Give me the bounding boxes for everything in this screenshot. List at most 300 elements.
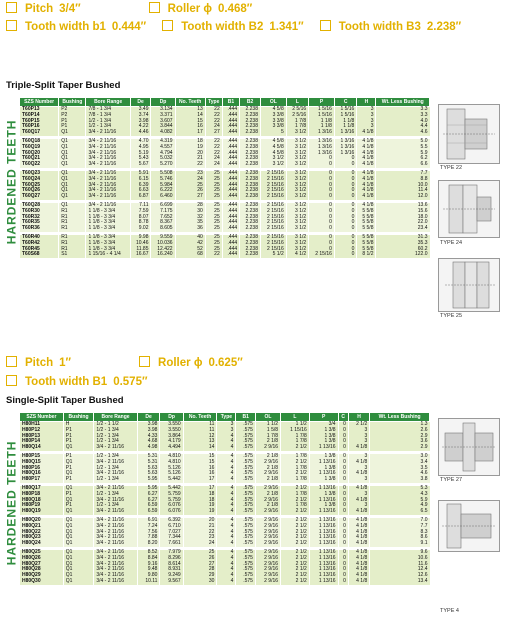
table-cell: 4 [217, 486, 236, 492]
table-cell: P1 [59, 119, 86, 125]
table-cell: 2 15/16 [261, 171, 287, 177]
table-cell: 8.296 [160, 556, 183, 562]
table-cell: H80Q22 [20, 530, 64, 536]
table-cell: Q1 [59, 194, 86, 200]
table-cell: 3 [357, 107, 376, 113]
table-cell: 5 5/8 [357, 247, 376, 253]
table-cell: .575 [236, 477, 256, 483]
table-cell: H80Q26 [20, 556, 64, 562]
table-cell: 4.33 [137, 434, 160, 440]
table-cell: 0 [334, 183, 356, 189]
table-cell: 3.0 [370, 454, 430, 460]
table-cell: 0 [309, 215, 335, 221]
spec-line-4 [6, 375, 163, 388]
table-cell: 6.27 [137, 492, 160, 498]
table-cell: 7.979 [160, 550, 183, 556]
table-cell: 2 1/2 [281, 445, 310, 451]
table-cell: 17 [183, 477, 217, 483]
table-cell: 0 [309, 194, 335, 200]
table-cell: 9.02 [130, 226, 151, 232]
checkbox-icon [139, 356, 150, 367]
table-cell: 0 [338, 422, 348, 428]
table-cell: 0 [334, 226, 356, 232]
table-cell: 3.4 [370, 460, 430, 466]
table-cell: 4 [217, 573, 236, 579]
table-cell: 12 [183, 434, 217, 440]
table-cell: H80Q17 [20, 486, 64, 492]
table-cell: T60R32 [20, 215, 59, 221]
table-cell: 4 1/8 [348, 535, 369, 541]
spec-label: Pitch [25, 3, 54, 15]
table-cell: 3 [348, 454, 369, 460]
table-cell: .575 [236, 530, 256, 536]
table-cell: 3 [217, 428, 236, 434]
table-cell: 25 [205, 209, 222, 215]
table-cell: 1 3/8 [309, 466, 338, 472]
table-cell: 7.027 [160, 530, 183, 536]
table-cell: 7.7 [370, 524, 430, 530]
type-22-drawing [438, 104, 500, 164]
column-header: SZS Number [20, 98, 59, 107]
table-cell: 3 1/2 [286, 209, 308, 215]
table-cell: T60Q19 [20, 145, 59, 151]
table-cell: 0 [338, 460, 348, 466]
column-header: De [130, 98, 151, 107]
table-cell: 4 [217, 524, 236, 530]
table-cell: 11.85 [130, 247, 151, 253]
table-cell: Q1 [59, 203, 86, 209]
table-cell: T60Q17 [20, 130, 59, 136]
table-cell: 4 1/8 [357, 171, 376, 177]
table-cell: 3 1/2 [286, 188, 308, 194]
table-cell: 3.371 [151, 113, 175, 119]
table-cell: 4 1/8 [357, 203, 376, 209]
table-cell: 7.652 [151, 215, 175, 221]
table-cell: 1/2 - 1 3/4 [86, 124, 130, 130]
spec-label: Roller ϕ [158, 357, 203, 369]
table-cell: 4 1/8 [348, 509, 369, 515]
table-cell: 3 1/2 [286, 139, 308, 145]
table-cell: 6.076 [160, 509, 183, 515]
table-cell: .575 [236, 498, 256, 504]
column-header: Dp [160, 413, 183, 422]
table-cell: 2 1/2 [281, 471, 310, 477]
table-cell: 22 [205, 119, 222, 125]
checkbox-icon [6, 2, 17, 13]
table-cell: 4 [217, 454, 236, 460]
table-cell: 0 [309, 203, 335, 209]
table-cell: 1/2 - 1 3/4 [94, 434, 137, 440]
table-cell: 29 [183, 573, 217, 579]
table-cell: 9.16 [137, 562, 160, 568]
spec-label: Tooth width B3 [338, 21, 421, 33]
table-cell: 18 [183, 492, 217, 498]
table-cell: 17 [175, 130, 205, 136]
table-cell: P1 [63, 428, 94, 434]
table-cell: 1 1/8 - 3 3/4 [86, 220, 130, 226]
table-cell: T60R36 [20, 226, 59, 232]
table-cell: T60Q25 [20, 183, 59, 189]
column-header: B2 [240, 98, 261, 107]
table-cell: 9.6 [370, 550, 430, 556]
table-cell: 2 15/16 [261, 194, 287, 200]
table-cell: 2 1/2 [281, 562, 310, 568]
table-cell: .444 [222, 215, 239, 221]
table-cell: H80Q28 [20, 567, 64, 573]
table-cell: 4 1/8 [357, 194, 376, 200]
table-cell: 0 [338, 503, 348, 509]
table-cell: 3.8 [370, 477, 430, 483]
table-cell: 2 15/16 [261, 235, 287, 241]
table-cell: 3 1/2 [286, 226, 308, 232]
table-cell: Q1 [63, 567, 94, 573]
table-cell: 68 [175, 252, 205, 258]
table-cell: 26 [175, 188, 205, 194]
table-cell: 2 9/16 [255, 562, 280, 568]
table-cell: 3 1/2 [286, 203, 308, 209]
table-cell: 2.238 [240, 171, 261, 177]
table-cell: 4 1/8 [357, 162, 376, 168]
table-cell: 8.8 [376, 177, 430, 183]
table-cell: 6.076 [160, 503, 183, 509]
table-cell: 0 [334, 194, 356, 200]
table-cell: 4 [217, 492, 236, 498]
table-cell: 4 1/8 [348, 556, 369, 562]
table-cell: 4.95 [130, 145, 151, 151]
table-cell: 5.63 [137, 471, 160, 477]
table-cell: 5.91 [130, 171, 151, 177]
table-cell: Q1 [59, 139, 86, 145]
table-cell: 4.22 [130, 124, 151, 130]
table-cell: 1 7/8 [281, 439, 310, 445]
table-cell: 2.238 [240, 252, 261, 258]
table-cell: 4 1/8 [348, 579, 369, 585]
table-cell: 2 1/2 [281, 460, 310, 466]
table-cell: 13 [175, 107, 205, 113]
table-cell: 3.550 [160, 422, 183, 428]
table-cell: 4 [217, 498, 236, 504]
table-cell: 0 [338, 518, 348, 524]
table-cell: 2 1/2 [281, 498, 310, 504]
table-cell: .575 [236, 535, 256, 541]
table-cell: 1 3/16 [334, 145, 356, 151]
table-cell: 1 3/16 [334, 130, 356, 136]
table-cell: 9.48 [137, 567, 160, 573]
table-cell: 25 [175, 183, 205, 189]
table-cell: 0 [334, 177, 356, 183]
table-cell: 1/2 - 1 3/4 [94, 503, 137, 509]
table-cell: 2 15/16 [261, 203, 287, 209]
table-cell: 22 [205, 145, 222, 151]
table-cell: H80Q20 [20, 518, 64, 524]
table-cell: P1 [63, 439, 94, 445]
table-cell: 9.249 [160, 573, 183, 579]
table-cell: 25 [205, 226, 222, 232]
table-cell: 24 [205, 124, 222, 130]
table-cell: 1 1/8 [309, 124, 335, 130]
table-cell: 2.238 [240, 124, 261, 130]
table-cell: Q1 [59, 156, 86, 162]
table-cell: 2 15/16 [309, 252, 335, 258]
table-cell: P1 [63, 454, 94, 460]
table-cell: 3/4 - 2 11/16 [86, 188, 130, 194]
table-cell: H80P18 [20, 492, 64, 498]
table-cell: 1 1/8 - 3 3/4 [86, 235, 130, 241]
table-cell: T60Q23 [20, 171, 59, 177]
table-cell: 8.605 [151, 226, 175, 232]
table-cell: 1 13/16 [309, 579, 338, 585]
table-cell: 4.70 [130, 139, 151, 145]
table-cell: H80Q21 [20, 524, 64, 530]
table-cell: .575 [236, 556, 256, 562]
table-cell: 3 1/2 [286, 130, 308, 136]
spec-line-2 [6, 20, 477, 33]
table-cell: 4 1/8 [348, 573, 369, 579]
table-cell: 3 1/2 [261, 156, 287, 162]
table-cell: 4 [217, 471, 236, 477]
type-4-drawing [438, 500, 500, 552]
table-cell: 0 [338, 471, 348, 477]
table-cell: 3 [357, 124, 376, 130]
table-cell: 3/4 - 2 11/16 [94, 445, 137, 451]
table-cell: 2 15/16 [261, 247, 287, 253]
table-cell: 0 [338, 466, 348, 472]
table-cell: 3/4 - 2 11/16 [86, 145, 130, 151]
table-cell: 1 7/8 [281, 492, 310, 498]
header-spacer [5, 98, 20, 107]
table-cell: T60Q27 [20, 194, 59, 200]
table-cell: 2 9/16 [255, 541, 280, 547]
table-cell: 8.78 [130, 220, 151, 226]
table-cell: 11 [183, 428, 217, 434]
table-cell: 4 [217, 445, 236, 451]
table-cell: T60R30 [20, 209, 59, 215]
table-cell: 0 [338, 567, 348, 573]
spec-item [149, 2, 261, 15]
table-cell: 0 [338, 498, 348, 504]
column-header: Type [205, 98, 222, 107]
table-cell: 3 1/2 [286, 220, 308, 226]
table-cell: 1 3/16 [334, 151, 356, 157]
table-cell: 52 [175, 247, 205, 253]
table-cell: 9.1 [370, 541, 430, 547]
table-cell: 7/8 - 1 3/4 [86, 107, 130, 113]
table-cell: 13.4 [370, 579, 430, 585]
checkbox-icon [6, 375, 17, 386]
table-cell: 3/4 - 2 11/16 [86, 203, 130, 209]
table-cell: 31.3 [376, 235, 430, 241]
table-cell: P2 [59, 107, 86, 113]
table-cell: 3 1/2 [286, 241, 308, 247]
table-cell: 2 1/2 [281, 530, 310, 536]
table-cell: 7.661 [160, 541, 183, 547]
table-cell: .444 [222, 130, 239, 136]
table-cell: 2 9/16 [255, 556, 280, 562]
table-cell: 3 1/2 [261, 162, 287, 168]
table-cell: 3/4 - 2 11/16 [94, 567, 137, 573]
table-cell: 5.9 [370, 498, 430, 504]
table-cell: 0 [338, 541, 348, 547]
table-cell: 4 [217, 579, 236, 585]
table-cell: 3 [357, 119, 376, 125]
type-27-drawing [438, 418, 500, 476]
table-cell: 2.238 [240, 226, 261, 232]
table-cell: 25 [205, 241, 222, 247]
table-cell: .444 [222, 107, 239, 113]
spec-label: Tooth width B1 [25, 376, 108, 388]
table-cell: 1/2 - 1 3/4 [94, 477, 137, 483]
table-cell: 5.31 [137, 460, 160, 466]
table-cell: 2 9/16 [255, 471, 280, 477]
table-cell: H80P14 [20, 439, 64, 445]
table-cell: 1 1/2 [255, 422, 280, 428]
table-cell: 0 [338, 562, 348, 568]
table-cell: 3.5 [370, 466, 430, 472]
spec-label: Pitch [25, 357, 54, 369]
table-cell: 11.4 [376, 188, 430, 194]
table-cell: 0 [309, 188, 335, 194]
table-cell: 26 [183, 556, 217, 562]
table-cell: 2 9/16 [255, 550, 280, 556]
table-cell: 2.6 [370, 428, 430, 434]
table-cell: 5.442 [160, 477, 183, 483]
type-25-drawing [438, 258, 500, 312]
table-cell: 5 5/8 [357, 220, 376, 226]
table-cell: 17 [183, 486, 217, 492]
table-cell: 0 [334, 220, 356, 226]
table-cell: T60P13 [20, 107, 59, 113]
table-cell: 20 [183, 518, 217, 524]
table-cell: 2 1/8 [255, 503, 280, 509]
table-cell: 0 [334, 156, 356, 162]
table-cell: 2 15/16 [261, 215, 287, 221]
table-cell: .444 [222, 151, 239, 157]
table-cell: 0 [309, 162, 335, 168]
table-cell: 7/8 - 1 3/4 [86, 113, 130, 119]
spec-value: 1″ [59, 357, 72, 369]
table-cell: 3 1/2 [286, 247, 308, 253]
table-cell: 30 [183, 579, 217, 585]
table-cell: Q1 [63, 541, 94, 547]
table-cell: 2.238 [240, 220, 261, 226]
table-cell: 22.0 [376, 220, 430, 226]
table-cell: 22 [205, 107, 222, 113]
table-cell: 1 5/8 [255, 428, 280, 434]
table-cell: 4 [217, 509, 236, 515]
table-cell: 12.6 [370, 573, 430, 579]
table-cell: .575 [236, 579, 256, 585]
table-cell: 122.0 [376, 252, 430, 258]
table-cell: 5.270 [151, 162, 175, 168]
table-cell: 1 7/8 [286, 124, 308, 130]
table-cell: 10.036 [151, 241, 175, 247]
table-cell: 1 1/2 [281, 422, 310, 428]
table-cell: 2.9 [370, 434, 430, 440]
table-cell: 4 [217, 477, 236, 483]
table-cell: 3 1/2 [286, 171, 308, 177]
table-cell: 2.238 [240, 107, 261, 113]
table-cell: 2.238 [240, 177, 261, 183]
table-cell: 14 [183, 445, 217, 451]
table-cell: 16 [183, 466, 217, 472]
table-cell: R1 [59, 220, 86, 226]
spec-item [6, 356, 79, 369]
table-cell: .575 [236, 492, 256, 498]
table-cell: 2.9 [370, 445, 430, 451]
table-cell: 25 [205, 235, 222, 241]
table-cell: .575 [236, 428, 256, 434]
spec-value: 0.444″ [111, 21, 147, 33]
spec-value: 2.238″ [426, 21, 462, 33]
table-cell: Q1 [63, 530, 94, 536]
table-cell: 23 [175, 171, 205, 177]
table-cell: 2.238 [240, 247, 261, 253]
table-cell: 4 5/8 [261, 107, 287, 113]
table-cell: 10.0 [376, 183, 430, 189]
table-cell: 3.98 [130, 119, 151, 125]
table-cell: 3 1/2 [286, 235, 308, 241]
table-cell: 2 1/2 [281, 550, 310, 556]
table-cell: 2 1/8 [255, 454, 280, 460]
table-cell: Q1 [63, 518, 94, 524]
table-cell: 2 9/16 [255, 509, 280, 515]
table-cell: 3/4 - 2 11/16 [86, 194, 130, 200]
table-cell: 4 1/8 [348, 445, 369, 451]
column-header: H [348, 413, 369, 422]
table-cell: 24 [205, 156, 222, 162]
table-cell: 1 3/8 [309, 428, 338, 434]
table-cell: 4 [217, 562, 236, 568]
table-cell: 4 [217, 434, 236, 440]
table-cell: 0 [338, 492, 348, 498]
table-cell: 5.9 [376, 151, 430, 157]
table-cell: 8.931 [160, 567, 183, 573]
table-cell: 1 5/16 [309, 113, 335, 119]
table-cell: 2 15/16 [261, 209, 287, 215]
table-cell: 1 3/16 [309, 151, 335, 157]
table-cell: Q1 [59, 145, 86, 151]
table-cell: 0 [334, 162, 356, 168]
table-cell: 1.3 [370, 422, 430, 428]
table-cell: 0 [334, 171, 356, 177]
column-header: De [137, 413, 160, 422]
table-cell: 19 [183, 503, 217, 509]
table-cell: H [63, 422, 94, 428]
table-cell: 1 3/8 [309, 434, 338, 440]
table-cell: 4.6 [370, 471, 430, 477]
table-cell: 1 3/16 [309, 139, 335, 145]
table-cell: .444 [222, 171, 239, 177]
table-row [5, 579, 430, 585]
table-cell: 0 [338, 550, 348, 556]
table-cell: 0 [309, 241, 335, 247]
table-cell: 10.46 [130, 241, 151, 247]
table-cell: 8 1/2 [357, 252, 376, 258]
table-cell: 4 [217, 567, 236, 573]
table-cell: 7.56 [137, 530, 160, 536]
table-cell: T60Q21 [20, 156, 59, 162]
table-cell: 1 7/8 [281, 477, 310, 483]
table-cell: .444 [222, 162, 239, 168]
table-cell: 2 15/16 [261, 183, 287, 189]
table-cell: 0 [309, 226, 335, 232]
table-cell: 3/4 - 2 11/16 [94, 573, 137, 579]
table-cell: 16.67 [130, 252, 151, 258]
table-cell: 1 7/8 [255, 434, 280, 440]
table-cell: Q1 [63, 486, 94, 492]
table-cell: 15 [175, 119, 205, 125]
table-cell: 1 5/16 [309, 107, 335, 113]
